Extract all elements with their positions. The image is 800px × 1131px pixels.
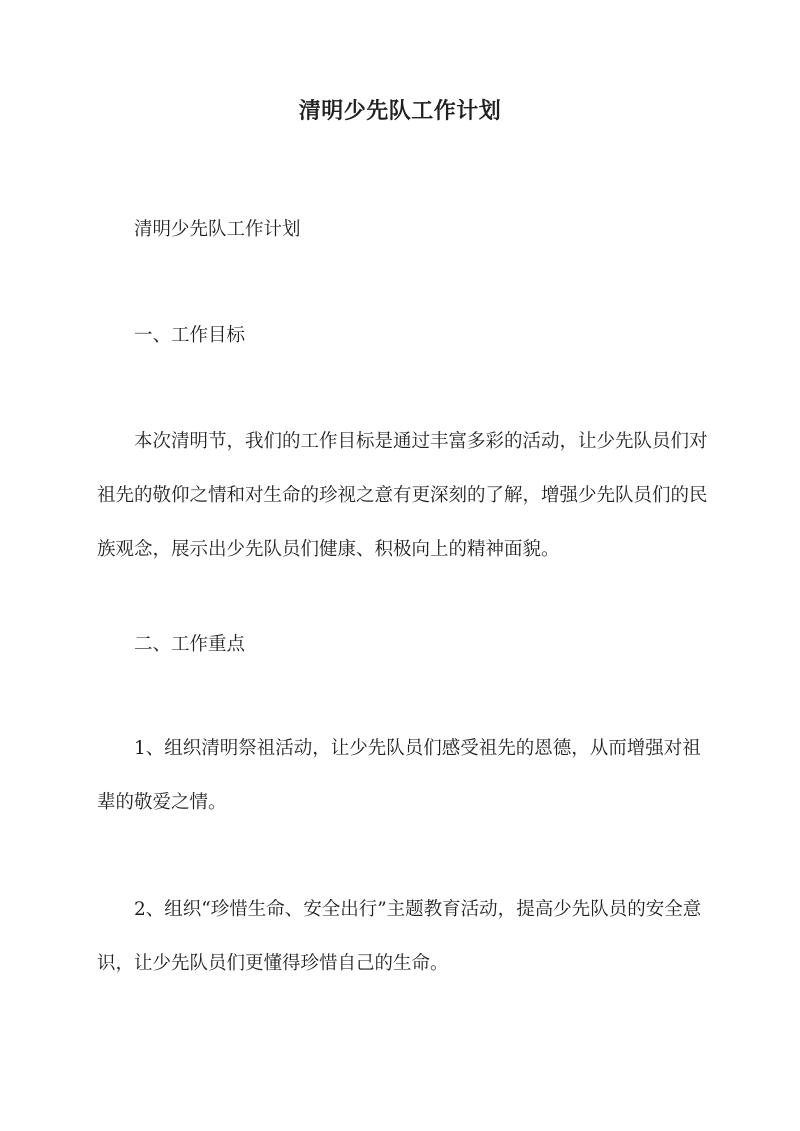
section-body-goals: 本次清明节，我们的工作目标是通过丰富多彩的活动，让少先队员们对祖先的敬仰之情和对生命的珍视之意有更深刻的了解，增强少先队员们的民族观念，展示出少先队员们健康、积极向上的精神面貌。 <box>97 431 708 560</box>
section-heading-focus: 二、工作重点 <box>134 634 246 655</box>
focus-item-2: 2、组织“珍惜生命、安全出行”主题教育活动，提高少先队员的安全意识，让少先队员们更懂得珍惜自己的生命。 <box>97 899 702 974</box>
document-title: 清明少先队工作计划 <box>298 98 502 124</box>
document-subtitle: 清明少先队工作计划 <box>134 219 301 240</box>
section-heading-goals: 一、工作目标 <box>134 325 246 346</box>
focus-item-1: 1、组织清明祭祖活动，让少先队员们感受祖先的恩德，从而增强对祖辈的敬爱之情。 <box>97 738 701 813</box>
